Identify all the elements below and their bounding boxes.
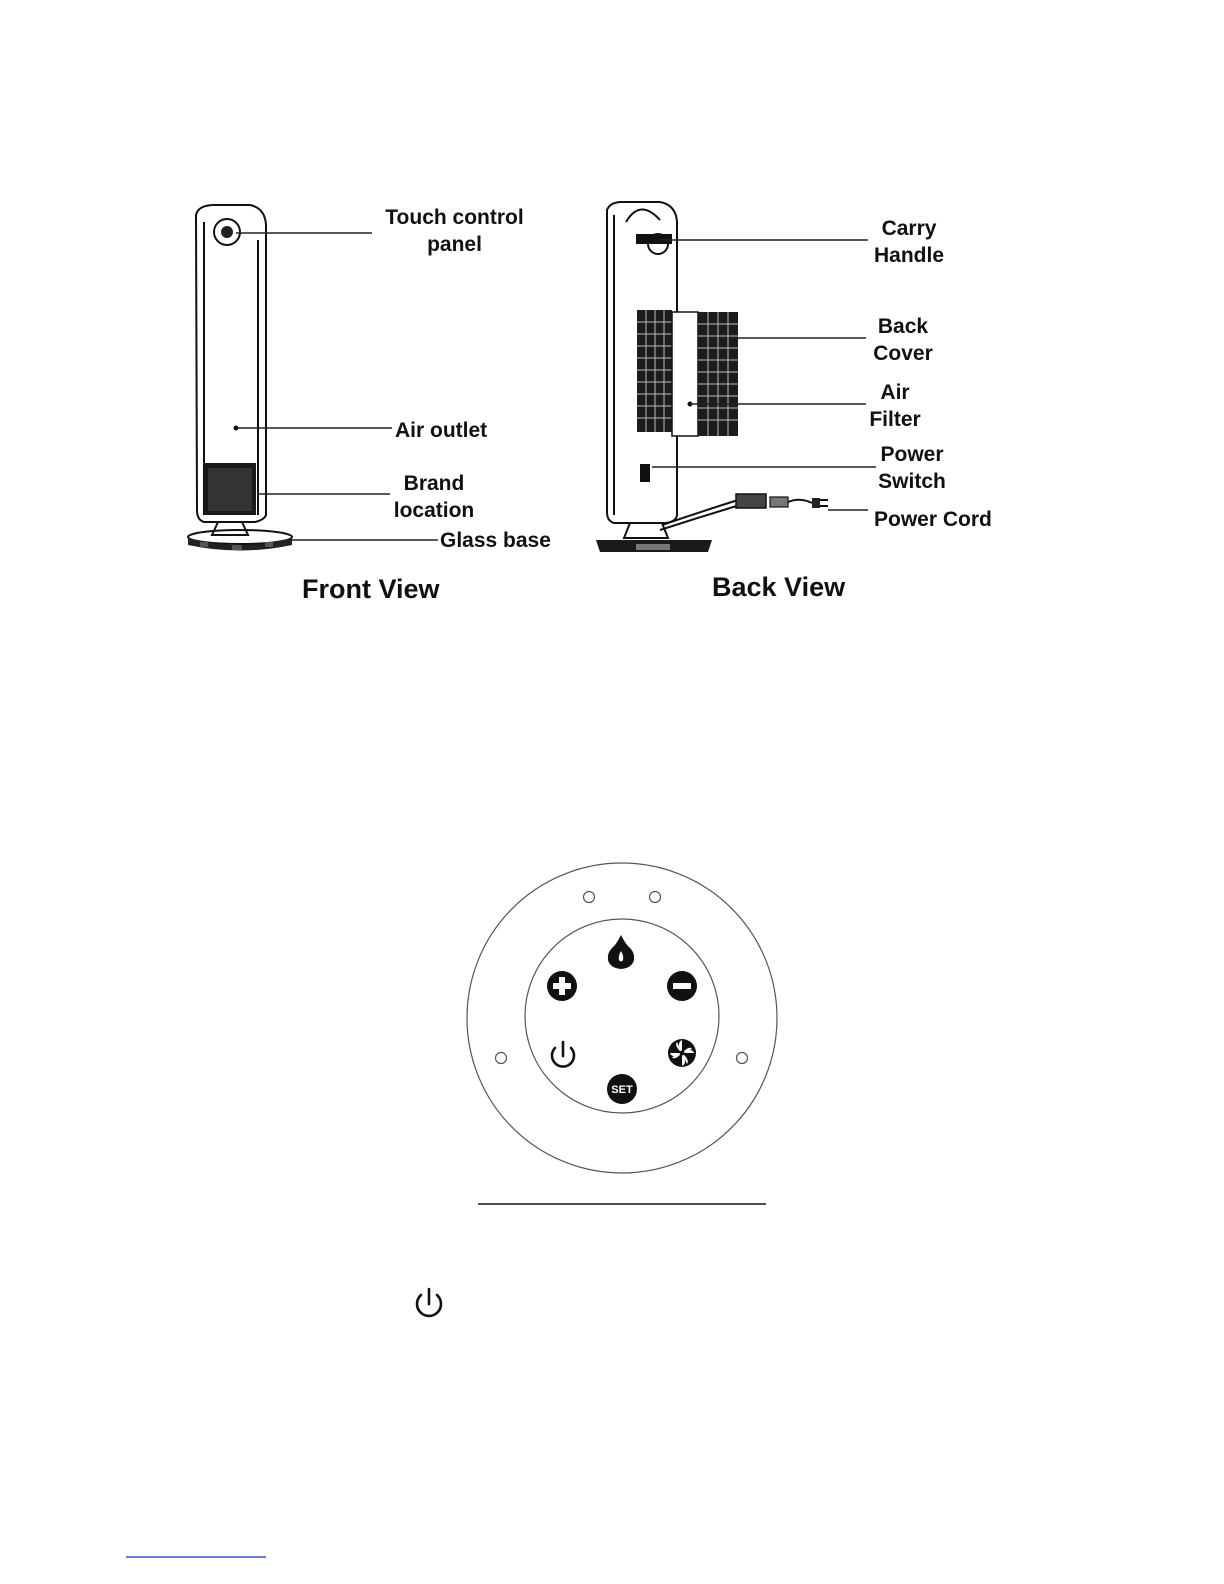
label-brand-location: Brand location	[393, 472, 475, 522]
label-glass-base: Glass base	[440, 529, 551, 552]
back-view-title: Back View	[712, 572, 846, 602]
indicator-light	[650, 892, 661, 903]
indicator-light	[584, 892, 595, 903]
label-back-cover: Back Cover	[873, 315, 933, 365]
label-carry-handle: Carry Handle	[873, 217, 944, 267]
indicator-light	[737, 1053, 748, 1064]
control-panel-outer-ring	[467, 863, 777, 1173]
front-view-title: Front View	[302, 574, 440, 604]
fan-icon[interactable]	[668, 1039, 696, 1067]
label-air-filter: Air Filter	[869, 381, 921, 431]
plus-icon[interactable]	[547, 971, 577, 1001]
set-button-label: SET	[611, 1084, 633, 1096]
indicator-light	[496, 1053, 507, 1064]
label-power-cord: Power Cord	[874, 508, 992, 531]
label-air-outlet: Air outlet	[395, 419, 488, 442]
set-button[interactable]	[607, 1074, 637, 1104]
power-icon	[417, 1289, 441, 1316]
power-icon[interactable]	[552, 1042, 574, 1067]
minus-icon[interactable]	[667, 971, 697, 1001]
label-touch-control-panel: Touch control panel	[385, 206, 524, 256]
label-power-switch: Power Switch	[878, 443, 946, 493]
flame-icon[interactable]	[608, 935, 634, 969]
